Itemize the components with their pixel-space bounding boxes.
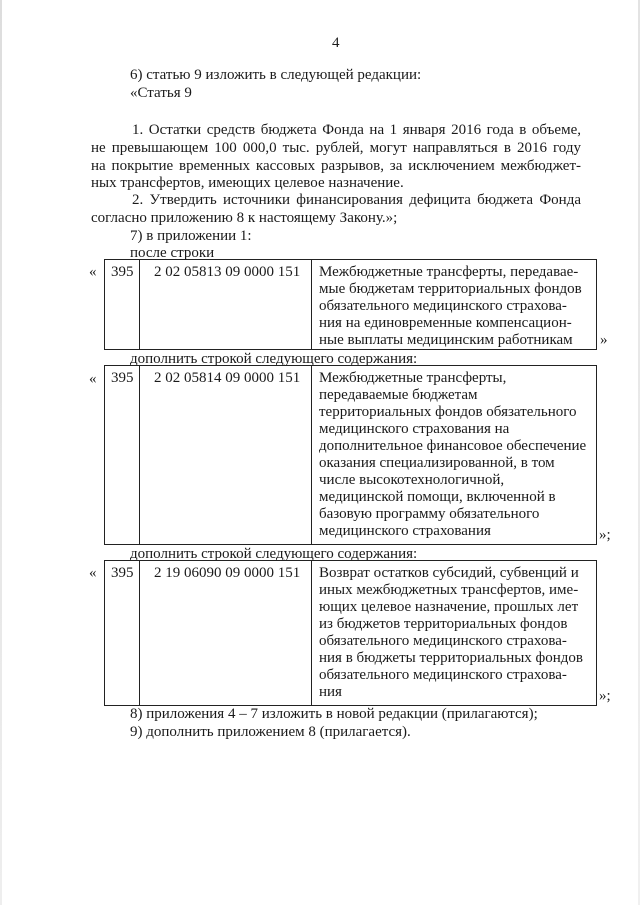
table3-desc-line-8: ния [319, 684, 342, 700]
table1-desc-line-4: ния на единовременные компенсацион- [319, 315, 572, 331]
table2-desc-line-2: передаваемые бюджетам [319, 387, 478, 403]
table2-divider-2 [311, 366, 312, 544]
table2-desc-line-1: Межбюджетные трансферты, [319, 370, 507, 386]
table1-open-quote: « [89, 264, 97, 280]
table3-divider-1 [139, 561, 140, 705]
table1-divider-2 [311, 260, 312, 349]
table3 [104, 560, 597, 706]
table3-desc-line-1: Возврат остатков субсидий, субвенций и [319, 565, 579, 581]
scan-edge-left [0, 0, 2, 905]
table1-desc-line-5: ные выплаты медицинским работникам [319, 332, 573, 348]
article-heading: «Статья 9 [130, 85, 192, 101]
table1 [104, 259, 597, 350]
paragraph2-line-2: согласно приложению 8 к настоящему Закону.»; [91, 210, 398, 226]
after-row-label: после строки [130, 245, 215, 261]
table2-desc-line-6: оказания специализированной, в том [319, 455, 555, 471]
table3-desc-line-2: иных межбюджетных трансфертов, име- [319, 582, 579, 598]
table1-close-quote: » [600, 332, 608, 348]
paragraph1-line-1: 1. Остатки средств бюджета Фонда на 1 января 2016 года в объеме, [132, 122, 581, 138]
table2-code: 395 [111, 370, 134, 386]
table3-desc-line-6: ния в бюджеты территориальных фондов [319, 650, 584, 666]
table3-desc-line-7: обязательного медицинского страхова- [319, 667, 567, 683]
paragraph1-line-4: ных трансфертов, имеющих целевое назначение. [91, 175, 404, 191]
paragraph2-line-1: 2. Утвердить источники финансирования дефицита бюджета Фонда [132, 192, 581, 208]
table2-desc-line-9: базовую программу обязательного [319, 506, 540, 522]
table2-kbk: 2 02 05814 09 0000 151 [154, 370, 301, 386]
table2-desc-line-8: медицинской помощи, включенной в [319, 489, 556, 505]
intro-line: 6) статью 9 изложить в следующей редакции: [130, 67, 422, 83]
table2 [104, 365, 597, 545]
table3-kbk: 2 19 06090 09 0000 151 [154, 565, 301, 581]
paragraph1-line-3: на покрытие временных кассовых разрывов, за исключением межбюджет- [91, 158, 581, 174]
table1-code: 395 [111, 264, 134, 280]
item9: 9) дополнить приложением 8 (прилагается). [130, 724, 411, 740]
table2-desc-line-5: дополнительное финансовое обеспечение [319, 438, 587, 454]
table1-desc-line-1: Межбюджетные трансферты, передавае- [319, 264, 579, 280]
add-row-label-2: дополнить строкой следующего содержания: [130, 546, 418, 562]
item7: 7) в приложении 1: [130, 228, 252, 244]
table2-open-quote: « [89, 371, 97, 387]
table1-kbk: 2 02 05813 09 0000 151 [154, 264, 301, 280]
table2-divider-1 [139, 366, 140, 544]
table3-code: 395 [111, 565, 134, 581]
table3-divider-2 [311, 561, 312, 705]
table3-desc-line-5: обязательного медицинского страхова- [319, 633, 567, 649]
paragraph1-line-2: не превышающем 100 000,0 тыс. рублей, могут направляться в 2016 году [91, 140, 581, 156]
table3-close-quote: »; [599, 688, 611, 704]
table3-open-quote: « [89, 565, 97, 581]
table3-desc-line-4: из бюджетов территориальных фондов [319, 616, 568, 632]
table2-desc-line-7: числе высокотехнологичной, [319, 472, 505, 488]
table2-desc-line-4: медицинского страхования на [319, 421, 510, 437]
table1-desc-line-2: мые бюджетам территориальных фондов [319, 281, 582, 297]
page-number: 4 [332, 35, 340, 51]
table1-desc-line-3: обязательного медицинского страхова- [319, 298, 567, 314]
table2-desc-line-3: территориальных фондов обязательного [319, 404, 577, 420]
item8: 8) приложения 4 – 7 изложить в новой редакции (прилагаются); [130, 706, 538, 722]
table1-divider-1 [139, 260, 140, 349]
table2-close-quote: »; [599, 527, 611, 543]
add-row-label-1: дополнить строкой следующего содержания: [130, 351, 418, 367]
table3-desc-line-3: ющих целевое назначение, прошлых лет [319, 599, 579, 615]
table2-desc-line-10: медицинского страхования [319, 523, 491, 539]
